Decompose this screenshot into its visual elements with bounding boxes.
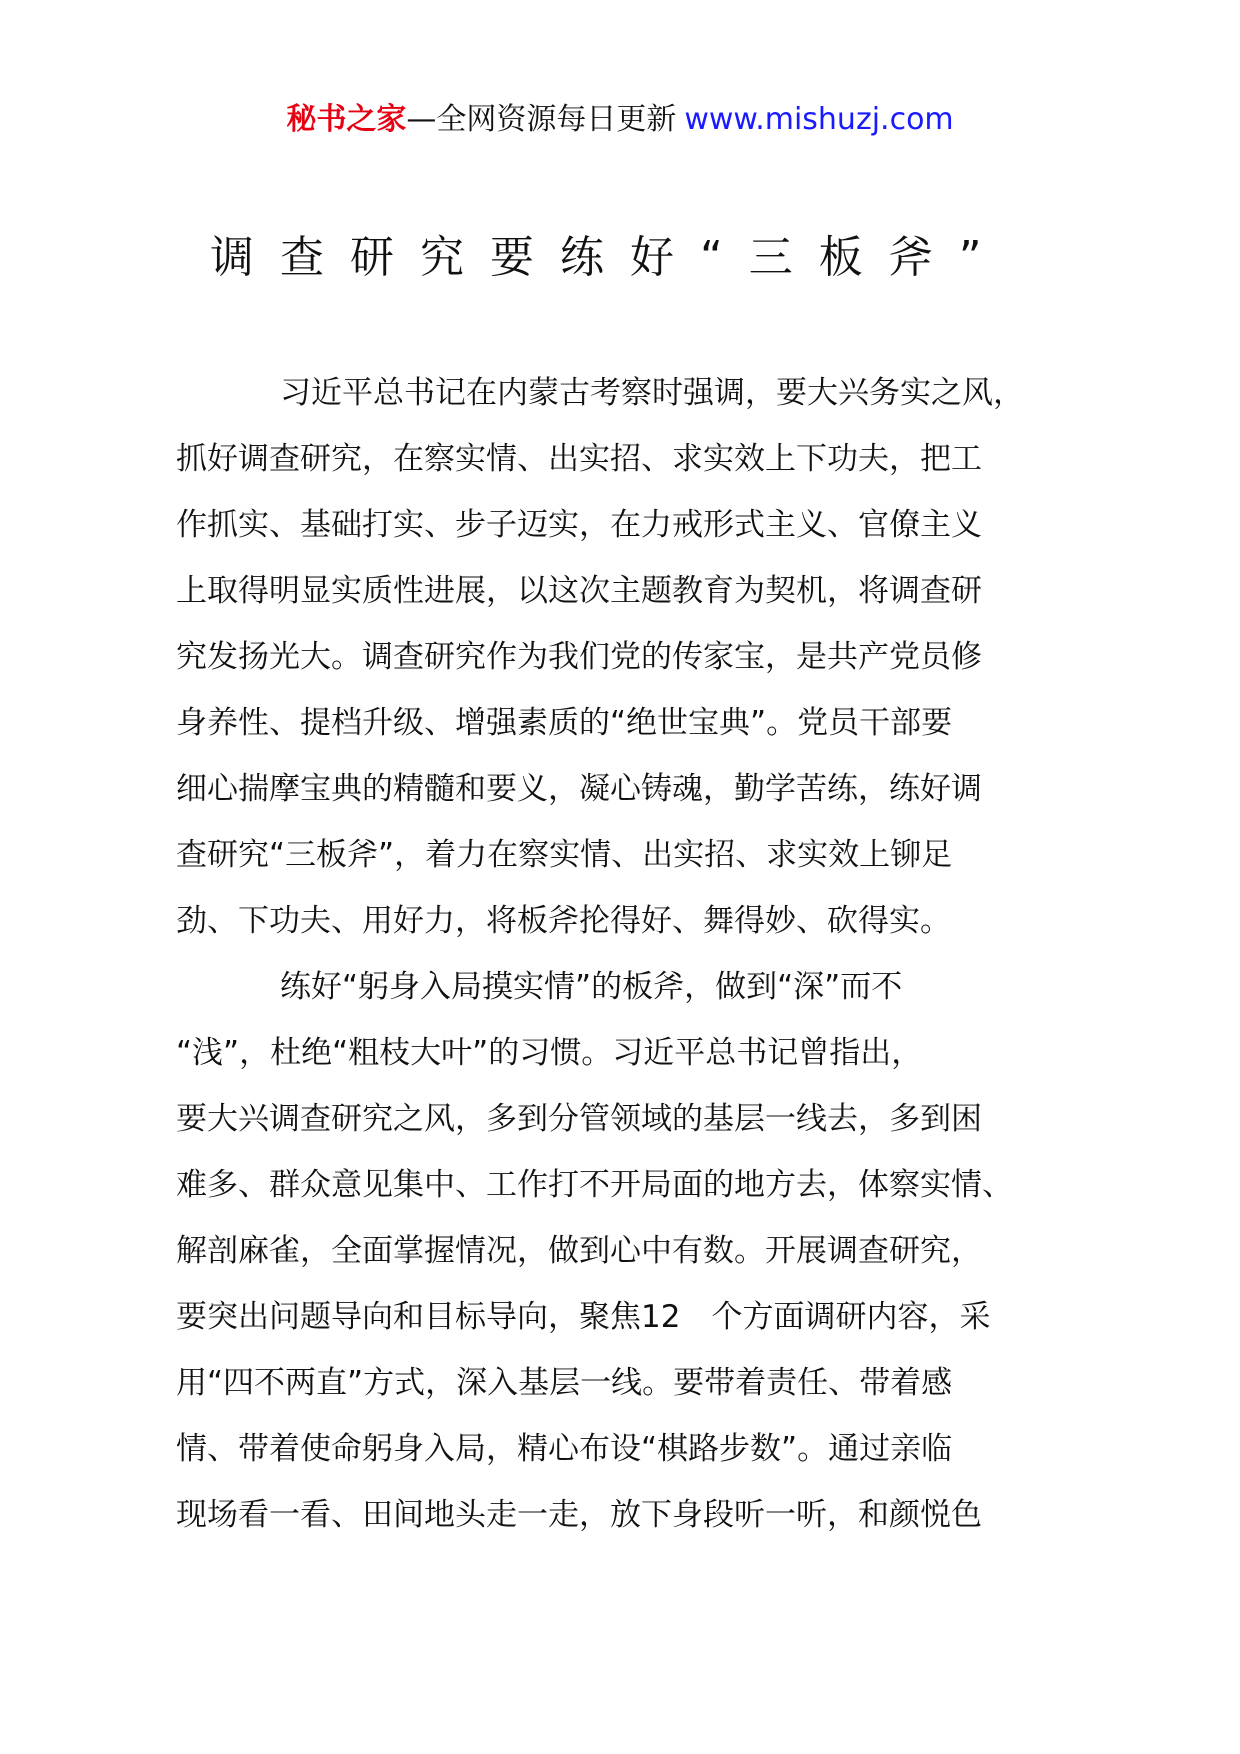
- body-line: 究发扬光大。调查研究作为我们党的传家宝，是共产党员修: [176, 639, 982, 675]
- body-line: 查研究“三板斧”，着力在察实情、出实招、求实效上铆足: [176, 837, 953, 873]
- body-line: 情、带着使命躬身入局，精心布设“棋路步数”。通过亲临: [176, 1431, 953, 1467]
- body-line: 现场看一看、田间地头走一走，放下身段听一听，和颜悦色: [176, 1497, 982, 1533]
- header-tagline: —全网资源每日更新: [406, 102, 677, 137]
- body-line: 要突出问题导向和目标导向，聚焦12 个方面调研内容，采: [176, 1299, 991, 1335]
- site-url: www.mishuzj.com: [684, 102, 954, 137]
- body-line: 难多、群众意见集中、工作打不开局面的地方去，体察实情、: [176, 1167, 1013, 1203]
- body-line: 用“四不两直”方式，深入基层一线。要带着责任、带着感: [176, 1365, 953, 1401]
- body-line: 身养性、提档升级、增强素质的“绝世宝典”。党员干部要: [176, 705, 953, 741]
- document-title: 调查研究要练好“三板斧”: [210, 232, 1008, 283]
- body-line: 要大兴调查研究之风，多到分管领域的基层一线去，多到困: [176, 1101, 982, 1137]
- brand-name: 秘书之家: [286, 102, 407, 137]
- body-line: “浅”，杜绝“粗枝大叶”的习惯。习近平总书记曾指出，: [176, 1035, 923, 1071]
- body-line: 细心揣摩宝典的精髓和要义，凝心铸魂，勤学苦练，练好调: [176, 771, 982, 807]
- body-line: 练好“躬身入局摸实情”的板斧，做到“深”而不: [280, 969, 903, 1005]
- document-body: [176, 360, 1096, 1548]
- body-line: 作抓实、基础打实、步子迈实，在力戒形式主义、官僚主义: [176, 507, 982, 543]
- body-line: 上取得明显实质性进展，以这次主题教育为契机，将调查研: [176, 573, 982, 609]
- body-line: 解剖麻雀，全面掌握情况，做到心中有数。开展调查研究，: [176, 1233, 982, 1269]
- body-line: 习近平总书记在内蒙古考察时强调，要大兴务实之风，: [280, 375, 1024, 411]
- site-header: [0, 100, 1240, 140]
- body-line: 抓好调查研究，在察实情、出实招、求实效上下功夫，把工: [176, 441, 982, 477]
- body-line: 劲、下功夫、用好力，将板斧抡得好、舞得妙、砍得实。: [176, 903, 951, 939]
